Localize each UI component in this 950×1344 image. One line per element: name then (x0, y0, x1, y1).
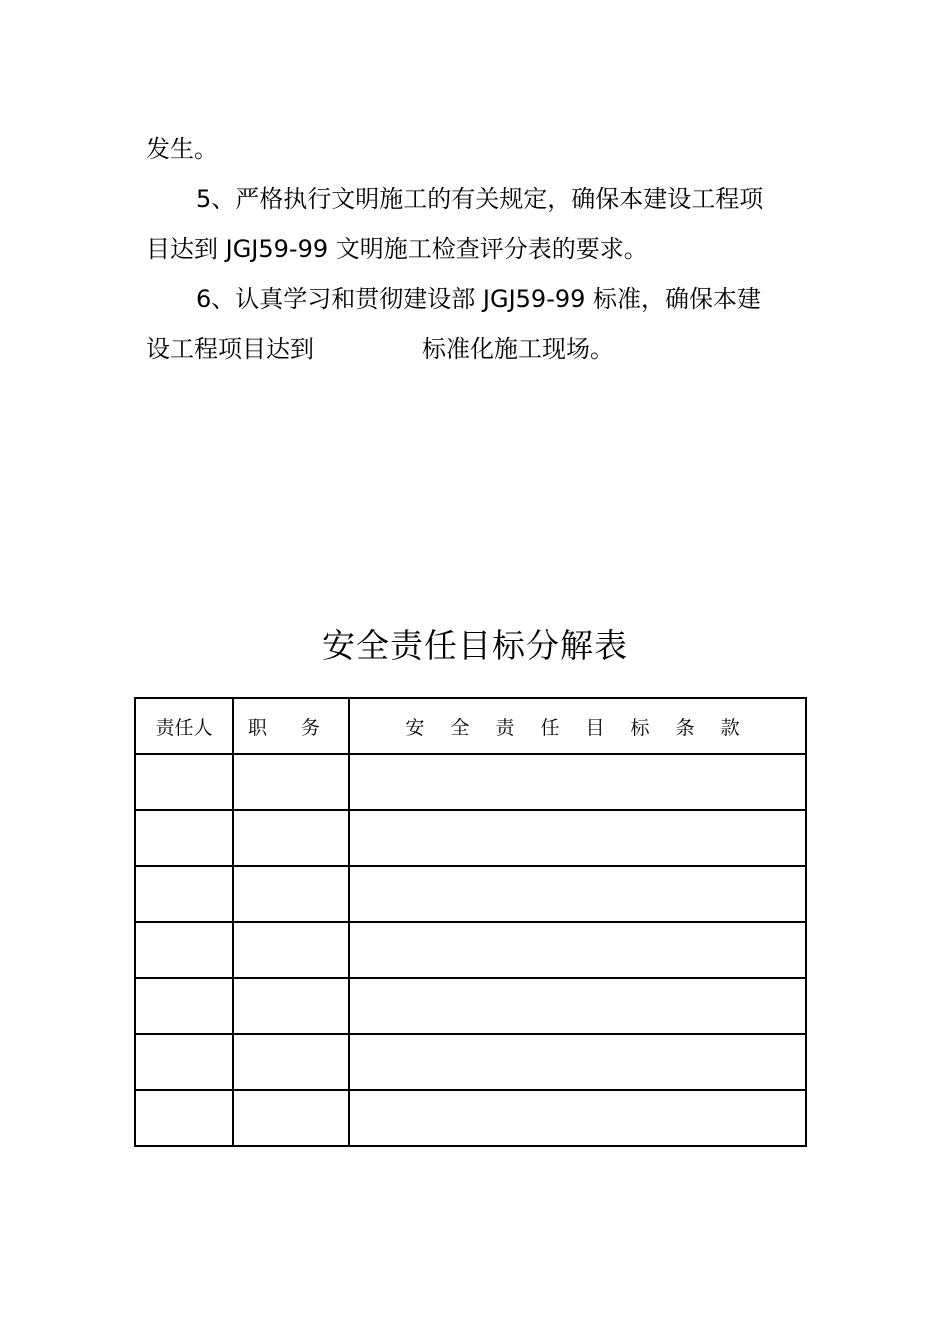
table-row (135, 866, 806, 922)
paragraph-item-6-line-1: 6、认真学习和贯彻建设部 JGJ59-99 标准，确保本建 (196, 285, 762, 313)
table-row (135, 978, 806, 1034)
table-cell (135, 866, 233, 922)
table-cell (135, 1034, 233, 1090)
paragraph-item-6-line-2-start: 设工程项目达到 (146, 335, 314, 363)
table-row (135, 922, 806, 978)
table-header-row (135, 698, 806, 754)
header-position: 职 务 (233, 698, 349, 754)
table-cell (135, 754, 233, 810)
table-cell (233, 754, 349, 810)
table-cell (233, 1034, 349, 1090)
table-row (135, 1034, 806, 1090)
responsibility-table (134, 697, 807, 1147)
header-responsible-person: 责任人 (135, 698, 233, 754)
table-cell (135, 810, 233, 866)
table-cell (135, 1090, 233, 1146)
table-cell (135, 922, 233, 978)
paragraph-item-5-line-2: 目达到 JGJ59-99 文明施工检查评分表的要求。 (146, 235, 648, 263)
header-safety-goal-terms: 安 全 责 任 目 标 条 款 (349, 698, 806, 754)
table-cell (349, 978, 806, 1034)
table-title: 安全责任目标分解表 (322, 626, 628, 665)
table-cell (349, 754, 806, 810)
paragraph-line-1: 发生。 (146, 135, 218, 163)
table-cell (349, 922, 806, 978)
table-cell (349, 866, 806, 922)
table-cell (233, 922, 349, 978)
table-cell (349, 810, 806, 866)
paragraph-item-6-line-2-end: 标准化施工现场。 (422, 335, 614, 363)
table-row (135, 1090, 806, 1146)
table-cell (349, 1034, 806, 1090)
table-row (135, 810, 806, 866)
table-cell (233, 810, 349, 866)
table-cell (233, 1090, 349, 1146)
table-cell (135, 978, 233, 1034)
paragraph-item-6-line-2 (146, 334, 614, 364)
table-row (135, 754, 806, 810)
table-cell (349, 1090, 806, 1146)
table-cell (233, 978, 349, 1034)
paragraph-item-5-line-1: 5、严格执行文明施工的有关规定，确保本建设工程项 (196, 185, 764, 213)
table-cell (233, 866, 349, 922)
